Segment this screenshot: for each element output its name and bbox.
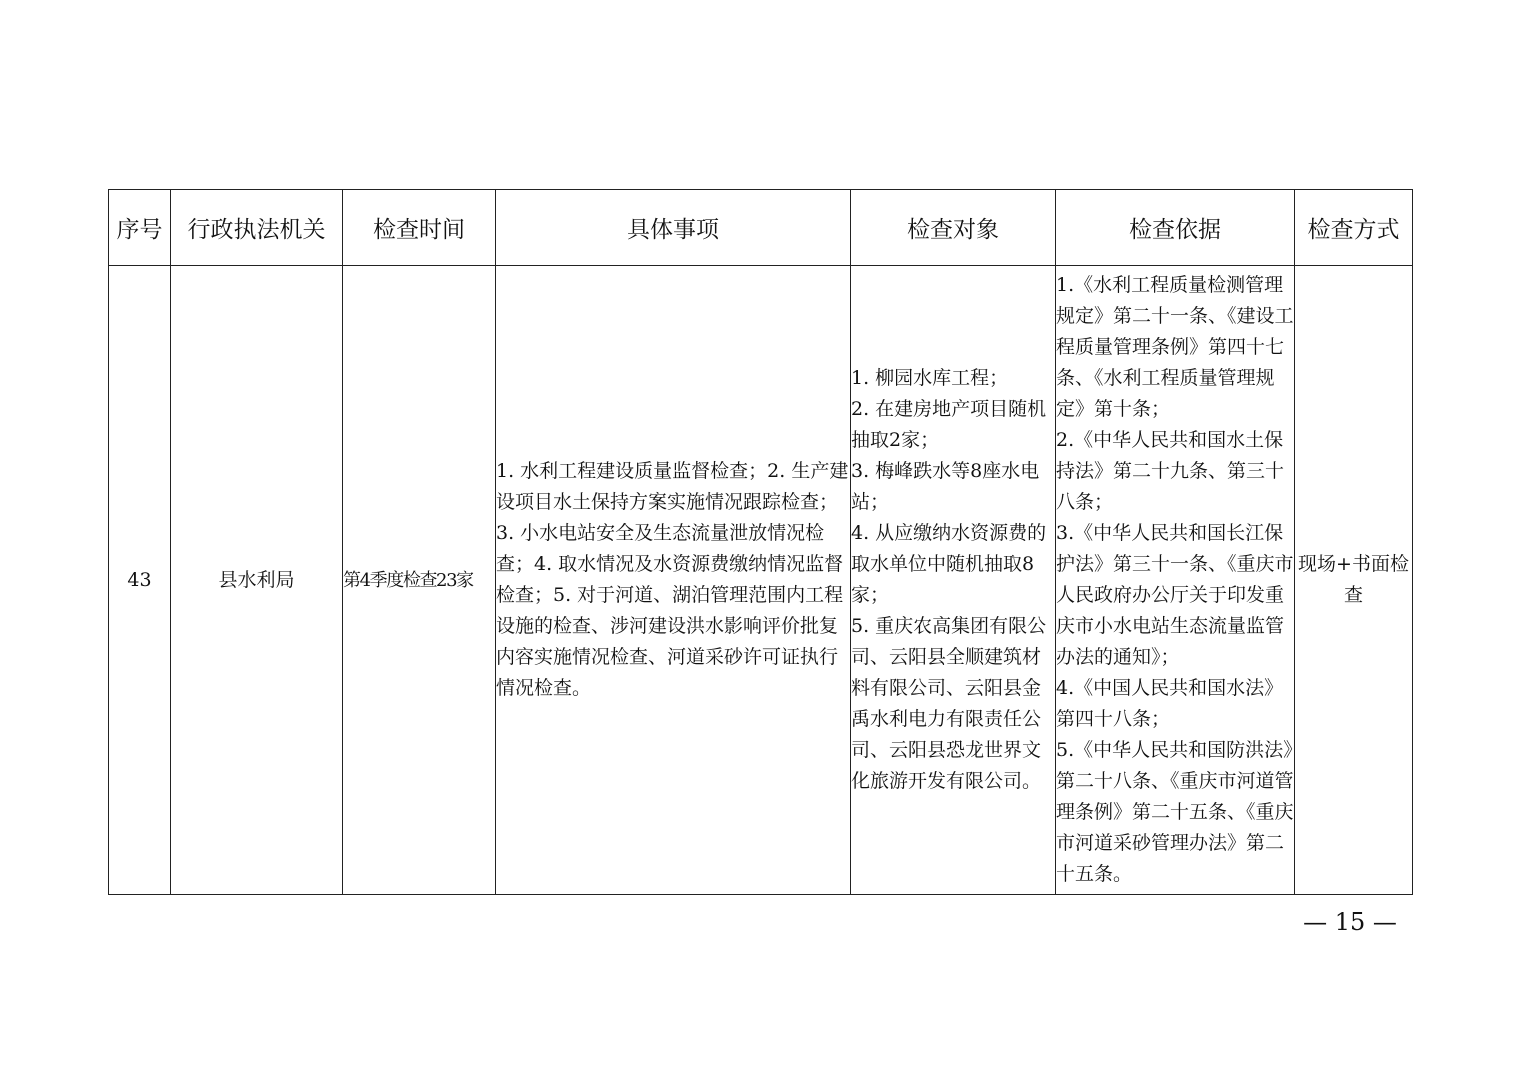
inspection-table xyxy=(108,189,1413,895)
row-index: 43 xyxy=(127,568,152,591)
target-item: 4. 从应缴纳水资源费的取水单位中随机抽取8家； xyxy=(851,522,1047,606)
header-agency: 行政执法机关 xyxy=(171,190,343,266)
row-method: 现场+书面检查 xyxy=(1298,553,1409,606)
page-number: — 15 — xyxy=(1303,908,1397,936)
table-row xyxy=(109,266,1413,895)
basis-item: 5.《中华人民共和国防洪法》第二十八条、《重庆市河道管理条例》第二十五条、《重庆市河道采砂管理办法》第二十五条。 xyxy=(1056,739,1294,885)
header-method: 检查方式 xyxy=(1295,190,1413,266)
cell-time xyxy=(343,266,496,895)
basis-item: 2.《中华人民共和国水土保持法》第二十九条、第三十八条； xyxy=(1056,429,1285,513)
header-index: 序号 xyxy=(109,190,171,266)
target-item: 1. 柳园水库工程； xyxy=(851,367,1009,389)
row-agency: 县水利局 xyxy=(218,568,295,591)
table-header-row xyxy=(109,190,1413,266)
row-matters: 1. 水利工程建设质量监督检查；2. 生产建设项目水土保持方案实施情况跟踪检查；3. 小水电站安全及生态流量泄放情况检查；4. 取水情况及水资源费缴纳情况监督检查；5. 对于河道、湖泊管理范围内工程设施的检查、涉河建设洪水影响评价批复内容实施情况检查、河道采砂许可证执行情况检查。 xyxy=(496,460,849,699)
header-matters: 具体事项 xyxy=(496,190,851,266)
cell-method xyxy=(1295,266,1413,895)
row-time: 第4季度检查23家 xyxy=(343,569,473,591)
cell-index xyxy=(109,266,171,895)
header-basis: 检查依据 xyxy=(1056,190,1295,266)
header-time: 检查时间 xyxy=(343,190,496,266)
basis-item: 3.《中华人民共和国长江保护法》第三十一条、《重庆市人民政府办公厅关于印发重庆市小水电站生态流量监管办法的通知》； xyxy=(1056,522,1294,668)
basis-item: 1.《水利工程质量检测管理规定》第二十一条、《建设工程质量管理条例》第四十七条、《水利工程质量管理规定》第十条； xyxy=(1056,274,1294,420)
basis-item: 4.《中国人民共和国水法》第四十八条； xyxy=(1056,677,1284,730)
target-item: 5. 重庆农高集团有限公司、云阳县全顺建筑材料有限公司、云阳县金禹水利电力有限责任公司、云阳县恐龙世界文化旅游开发有限公司。 xyxy=(851,615,1047,792)
cell-agency xyxy=(171,266,343,895)
inspection-table-container xyxy=(108,189,1412,895)
cell-basis xyxy=(1056,266,1295,895)
header-targets: 检查对象 xyxy=(851,190,1056,266)
target-item: 2. 在建房地产项目随机抽取2家； xyxy=(851,398,1047,451)
target-item: 3. 梅峰跌水等8座水电站； xyxy=(851,460,1040,513)
cell-matters xyxy=(496,266,851,895)
cell-targets xyxy=(851,266,1056,895)
